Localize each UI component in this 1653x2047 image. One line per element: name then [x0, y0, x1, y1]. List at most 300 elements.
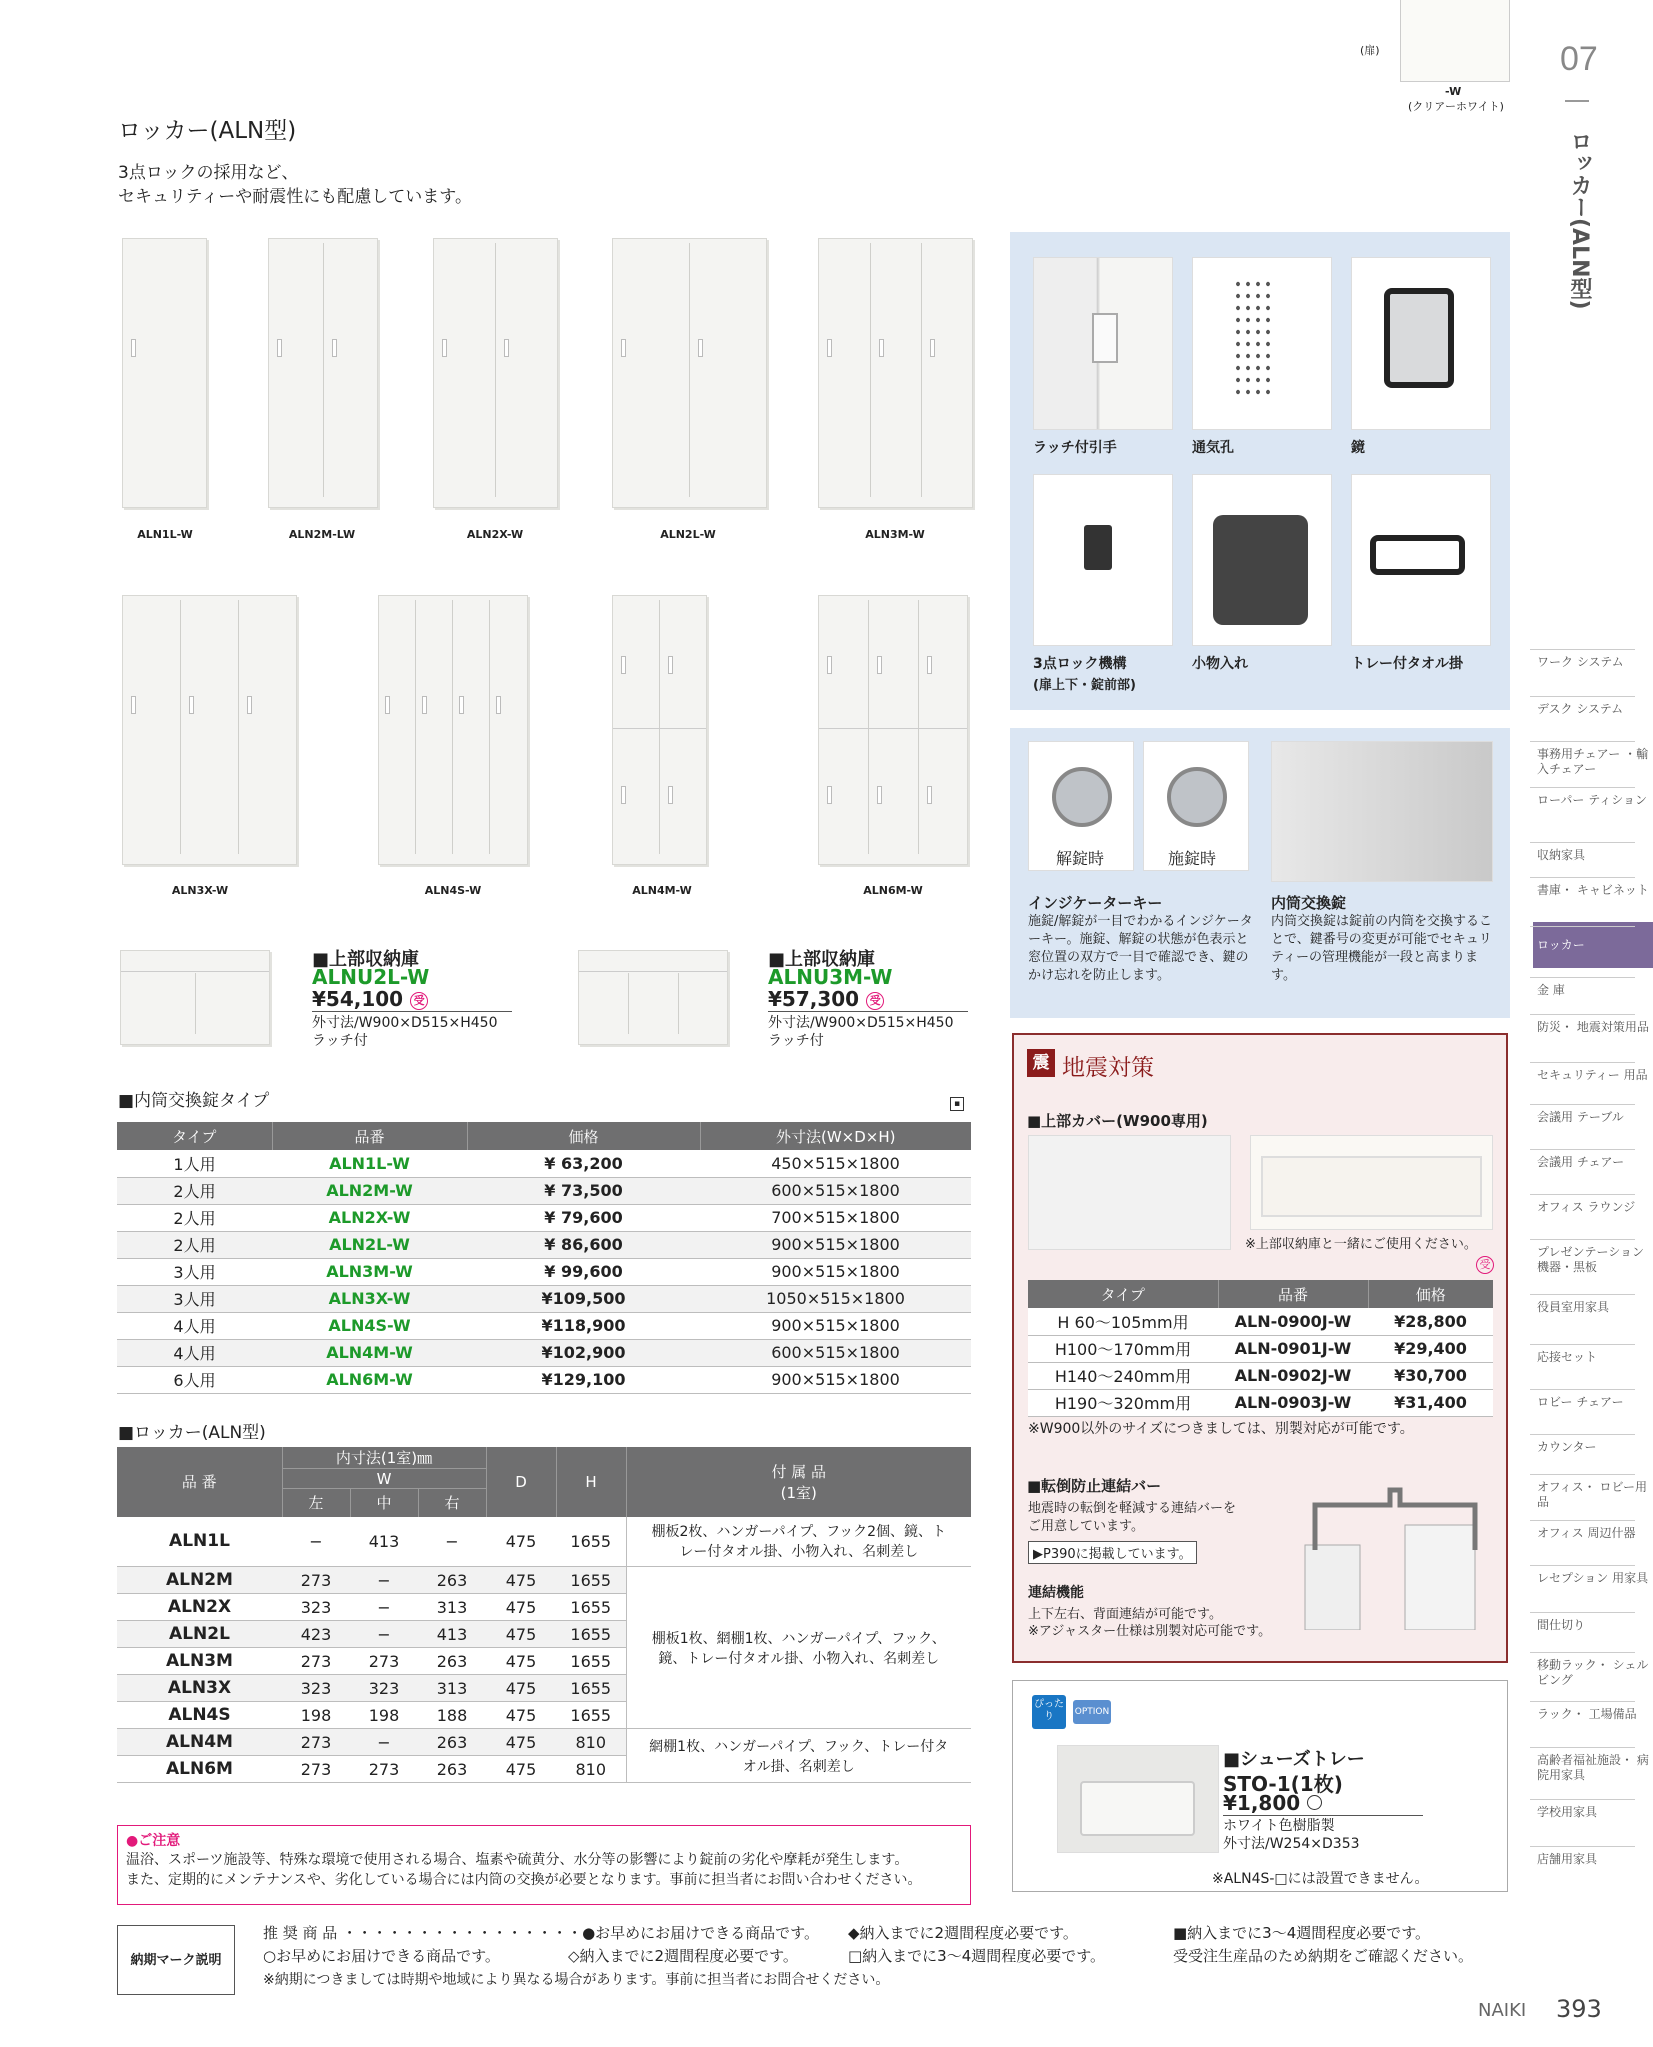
table-cell: 273	[282, 1567, 350, 1594]
table-cell: 1655	[556, 1621, 626, 1648]
table-cell: −	[350, 1729, 418, 1756]
table-row	[117, 1339, 971, 1366]
table-cell: 600×515×1800	[700, 1339, 971, 1366]
table-cell: ALN2X-W	[272, 1204, 467, 1231]
table-cell: ALN2L	[117, 1621, 282, 1648]
sidebar-item[interactable]: ワーク システム	[1537, 655, 1624, 669]
table-cell: 900×515×1800	[700, 1366, 971, 1393]
sidebar-divider	[1530, 877, 1635, 878]
sidebar-item[interactable]: 移動ラック・ シェルビング	[1537, 1658, 1649, 1687]
storage-price: ¥57,300	[768, 987, 860, 1011]
page-title: ロッカー(ALN型)	[118, 118, 297, 144]
intro-line-1: 3点ロックの採用など、	[118, 163, 299, 183]
sidebar-divider	[1530, 1149, 1635, 1150]
sidebar-divider	[1530, 1474, 1635, 1475]
storage-dims: 外寸法/W900×D515×H450	[768, 1015, 954, 1031]
sidebar-divider	[1530, 1434, 1635, 1435]
table-cell: ¥ 73,500	[467, 1177, 700, 1204]
table-cell: 198	[282, 1702, 350, 1729]
table-cell: 273	[282, 1729, 350, 1756]
sidebar-divider	[1530, 1294, 1635, 1295]
sidebar-divider	[1530, 1846, 1635, 1847]
table-cell: 323	[350, 1675, 418, 1702]
sidebar-divider	[1530, 696, 1635, 697]
table-cell: 1050×515×1800	[700, 1285, 971, 1312]
table-cell: 900×515×1800	[700, 1231, 971, 1258]
sidebar-item[interactable]: 金 庫	[1537, 983, 1565, 997]
table-cell: 900×515×1800	[700, 1258, 971, 1285]
sidebar-divider	[1530, 926, 1635, 927]
sidebar-item[interactable]: 収納家具	[1537, 848, 1586, 862]
sidebar-item[interactable]: 役員室用家具	[1537, 1300, 1610, 1314]
th-d: D	[486, 1447, 556, 1517]
table-cell: 600×515×1800	[700, 1177, 971, 1204]
table-cell: 313	[418, 1675, 486, 1702]
locker-caption: ALN3X-W	[171, 884, 229, 897]
table-cell: ALN2X	[117, 1594, 282, 1621]
table-cell: 3人用	[117, 1258, 272, 1285]
storage-label: ■上部収納庫	[312, 949, 420, 970]
sidebar-divider	[1530, 1389, 1635, 1390]
spec-table	[117, 1447, 971, 1783]
table-cell: 2人用	[117, 1177, 272, 1204]
table-cell: 323	[282, 1594, 350, 1621]
locker-caption: ALN1L-W	[137, 528, 193, 541]
locker-caption: ALN6M-W	[863, 884, 923, 897]
table-cell: 1655	[556, 1675, 626, 1702]
storage-price-row	[768, 987, 968, 1012]
table-row	[117, 1177, 971, 1204]
table-cell: 475	[486, 1621, 556, 1648]
unlock-label: 解錠時	[1056, 849, 1105, 868]
feature-label: 通気孔	[1192, 440, 1234, 456]
shoe-code: STO-1(1枚)	[1223, 1772, 1343, 1796]
table-cell: 263	[418, 1648, 486, 1675]
th-w: W	[282, 1469, 486, 1489]
delivery-row1-c: ■納入までに3〜4週間程度必要です。	[1173, 1924, 1431, 1942]
locker-caption: ALN4S-W	[424, 884, 482, 897]
sidebar-item[interactable]: カウンター	[1537, 1440, 1597, 1454]
sidebar-item[interactable]: 間仕切り	[1537, 1618, 1586, 1632]
delivery-row3: ※納期につきましては時期や地域により異なる場合があります。事前に担当者にお問合せください。	[263, 1972, 890, 1988]
table-cell: 1655	[556, 1567, 626, 1594]
table-cell: 198	[350, 1702, 418, 1729]
table-cell: ALN2M	[117, 1567, 282, 1594]
table-cell: 273	[350, 1756, 418, 1783]
chapter-rule	[1565, 100, 1589, 102]
caution-title: ●ご注意	[126, 1833, 181, 1849]
type-table-title: ■内筒交換錠タイプ	[118, 1091, 270, 1111]
table-cell: 263	[418, 1729, 486, 1756]
chapter-title: ロッカー(ALN型)	[1567, 130, 1592, 310]
sidebar-item[interactable]: 防災・ 地震対策用品	[1537, 1020, 1649, 1034]
th-cover-type: タイプ	[1028, 1280, 1218, 1308]
shoe-dims: 外寸法/W254×D353	[1223, 1836, 1360, 1852]
sidebar-item[interactable]: 会議用 チェアー	[1537, 1155, 1625, 1169]
sidebar-item[interactable]: 書庫・ キャビネット	[1537, 883, 1649, 897]
locker-aln3m	[818, 238, 973, 508]
table-row	[117, 1150, 971, 1177]
lock-label: 施錠時	[1168, 849, 1217, 868]
delivery-row2-c: □納入までに3〜4週間程度必要です。	[848, 1947, 1106, 1965]
swatch-name: (クリアーホワイト)	[1408, 100, 1504, 113]
table-cell: ALN4S-W	[272, 1312, 467, 1339]
storage-price-row	[312, 987, 512, 1012]
th-h: H	[556, 1447, 626, 1517]
table-cell: ¥30,700	[1368, 1362, 1493, 1389]
table-cell: ¥29,400	[1368, 1335, 1493, 1362]
table-cell: 475	[486, 1702, 556, 1729]
shoe-price: ¥1,800	[1223, 1791, 1301, 1815]
type-table-body	[117, 1150, 971, 1393]
sidebar-item[interactable]: ラック・ 工場備品	[1537, 1707, 1637, 1721]
table-cell: 1655	[556, 1517, 626, 1567]
chapter-number: 07	[1560, 40, 1598, 78]
table-cell: 475	[486, 1594, 556, 1621]
sidebar-item[interactable]: セキュリティー 用品	[1537, 1068, 1648, 1082]
link-body-1: 上下左右、背面連結が可能です。	[1028, 1607, 1222, 1622]
sidebar-divider	[1530, 741, 1635, 742]
storage-price: ¥54,100	[312, 987, 404, 1011]
table-cell: 273	[350, 1648, 418, 1675]
th-spec-code: 品 番	[117, 1447, 282, 1517]
storage-label: ■上部収納庫	[768, 949, 876, 970]
table-row	[117, 1231, 971, 1258]
table-cell: H140〜240mm用	[1028, 1362, 1218, 1389]
table-cell: 423	[282, 1621, 350, 1648]
table-cell: ALN1L	[117, 1517, 282, 1567]
table-cell: 188	[418, 1702, 486, 1729]
sidebar-divider	[1530, 1520, 1635, 1521]
sidebar-item[interactable]: レセプション 用家具	[1537, 1571, 1649, 1585]
table-cell: 323	[282, 1675, 350, 1702]
earthquake-title: 地震対策	[1062, 1055, 1154, 1081]
cover-table-body	[1028, 1308, 1493, 1416]
sidebar-divider	[1530, 1565, 1635, 1566]
feature-label: トレー付タオル掛	[1351, 656, 1463, 672]
brand: NAIKI	[1478, 2000, 1527, 2021]
sidebar-item[interactable]: 学校用家具	[1537, 1805, 1598, 1819]
table-cell: −	[350, 1594, 418, 1621]
table-cell: ALN4S	[117, 1702, 282, 1729]
table-cell: 475	[486, 1517, 556, 1567]
table-cell: 263	[418, 1567, 486, 1594]
page-number: 393	[1556, 1995, 1602, 2023]
small-box-photo	[1192, 474, 1332, 646]
table-cell: 810	[556, 1729, 626, 1756]
intro-line-2: セキュリティーや耐震性にも配慮しています。	[118, 187, 472, 207]
spec-table-body	[117, 1517, 971, 1783]
inner-body: 内筒交換錠は錠前の内筒を交換することで、鍵番号の変更が可能でセキュリティーの管理機能が一段と高まります。	[1271, 914, 1493, 983]
th-inner: 内寸法(1室)㎜	[282, 1447, 486, 1469]
table-cell: 700×515×1800	[700, 1204, 971, 1231]
locker-aln2x	[433, 238, 558, 508]
table-cell: ALN3M-W	[272, 1258, 467, 1285]
sidebar-divider	[1530, 1239, 1635, 1240]
table-row	[117, 1204, 971, 1231]
sidebar-item[interactable]: ロビー チェアー	[1537, 1395, 1624, 1409]
bar-reference-link[interactable]: ▶P390に掲載しています。	[1028, 1541, 1197, 1564]
sidebar-divider	[1530, 1194, 1635, 1195]
table-row	[117, 1366, 971, 1393]
table-cell: ¥ 99,600	[467, 1258, 700, 1285]
delivery-row2-b: ◇納入までに2週間程度必要です。	[568, 1947, 798, 1965]
towel-tray-photo	[1351, 474, 1491, 646]
sidebar-item[interactable]: ロッカー	[1533, 922, 1653, 968]
table-cell: −	[282, 1517, 350, 1567]
th-type: タイプ	[117, 1122, 272, 1150]
sidebar-divider	[1530, 1014, 1635, 1015]
lock-mechanism-photo	[1033, 474, 1173, 646]
sidebar-divider	[1530, 1104, 1635, 1105]
sidebar-divider	[1530, 1344, 1635, 1345]
feature-label: ラッチ付引手	[1033, 440, 1117, 456]
table-cell: ALN6M-W	[272, 1366, 467, 1393]
locker-caption: ALN2L-W	[660, 528, 716, 541]
th-code: 品番	[272, 1122, 467, 1150]
locker-aln6m	[818, 595, 968, 865]
table-cell: ¥109,500	[467, 1285, 700, 1312]
bar-body-1: 地震時の転倒を軽減する連結バーを	[1028, 1501, 1237, 1516]
table-cell: 413	[350, 1517, 418, 1567]
table-cell: ALN-0901J-W	[1218, 1335, 1368, 1362]
th-accessory	[626, 1447, 971, 1517]
table-cell: 4人用	[117, 1339, 272, 1366]
table-cell: 475	[486, 1567, 556, 1594]
th-cover-code: 品番	[1218, 1280, 1368, 1308]
delivery-row2-d: 受受注生産品のため納期をご確認ください。	[1173, 1947, 1474, 1965]
th-dims: 外寸法(W×D×H)	[700, 1122, 971, 1150]
storage-code: ALNU3M-W	[768, 965, 893, 989]
table-cell: ¥129,100	[467, 1366, 700, 1393]
table-cell: 1人用	[117, 1150, 272, 1177]
table-cell: 2人用	[117, 1231, 272, 1258]
shoe-title: ■シューズトレー	[1223, 1749, 1365, 1770]
cover-product-photo	[1250, 1135, 1493, 1230]
sidebar-divider	[1530, 1612, 1635, 1613]
accessory-cell: 棚板2枚、ハンガーパイプ、フック2個、鏡、トレー付タオル掛、小物入れ、名刺差し	[626, 1517, 971, 1567]
sidebar-item[interactable]: オフィス ラウンジ	[1537, 1200, 1636, 1214]
storage-aln2l-image	[120, 950, 270, 1045]
table-cell: ALN4M	[117, 1729, 282, 1756]
table-cell: 450×515×1800	[700, 1150, 971, 1177]
table-cell: ALN-0902J-W	[1218, 1362, 1368, 1389]
table-cell: 263	[418, 1756, 486, 1783]
th-left: 左	[282, 1489, 350, 1517]
shoe-material: ホワイト色樹脂製	[1223, 1818, 1335, 1834]
sidebar-divider	[1530, 1747, 1635, 1748]
shoe-price-row	[1223, 1791, 1423, 1816]
table-cell: 475	[486, 1675, 556, 1702]
cover-photo	[1028, 1135, 1231, 1250]
feature-label: 鏡	[1351, 440, 1365, 456]
sidebar-item[interactable]: 応接セット	[1537, 1350, 1598, 1364]
cover-title: ■上部カバー(W900専用)	[1027, 1112, 1208, 1130]
delivery-label: 納期マーク説明	[117, 1925, 235, 1995]
table-row	[117, 1285, 971, 1312]
sidebar-divider	[1530, 1652, 1635, 1653]
table-cell: ALN6M	[117, 1756, 282, 1783]
storage-note: ラッチ付	[312, 1033, 368, 1049]
delivery-row2-a: ○お早めにお届けできる商品です。	[263, 1947, 500, 1965]
sidebar-item[interactable]: 事務用チェアー ・輸入チェアー	[1537, 747, 1649, 776]
type-table	[117, 1122, 971, 1394]
locker-aln4s	[378, 595, 528, 865]
table-row	[117, 1517, 971, 1567]
sidebar-item[interactable]: ローパー ティション	[1537, 793, 1648, 807]
sidebar-divider	[1530, 649, 1635, 650]
table-cell: ALN-0903J-W	[1218, 1389, 1368, 1416]
storage-note: ラッチ付	[768, 1033, 824, 1049]
table-cell: 4人用	[117, 1312, 272, 1339]
storage-dims: 外寸法/W900×D515×H450	[312, 1015, 498, 1031]
sidebar-item[interactable]: 店舗用家具	[1537, 1852, 1598, 1866]
table-cell: 313	[418, 1594, 486, 1621]
link-body-2: ※アジャスター仕様は別製対応可能です。	[1028, 1624, 1272, 1639]
sidebar-item[interactable]: プレゼンテーション 機器・黒板	[1537, 1245, 1645, 1274]
locker-caption: ALN4M-W	[632, 884, 692, 897]
connecting-bar-illustration	[1285, 1480, 1500, 1630]
table-row	[117, 1312, 971, 1339]
table-cell: ALN3X-W	[272, 1285, 467, 1312]
cover-table-note: ※W900以外のサイズにつきましては、別製対応が可能です。	[1028, 1421, 1414, 1437]
table-cell: 413	[418, 1621, 486, 1648]
table-cell: ALN1L-W	[272, 1150, 467, 1177]
table-cell: H190〜320mm用	[1028, 1389, 1218, 1416]
table-row	[1028, 1362, 1493, 1389]
locker-aln4m	[612, 595, 707, 865]
locker-aln3x	[122, 595, 297, 865]
table-cell: ALN-0900J-W	[1218, 1308, 1368, 1335]
made-to-order-icon: 受	[1476, 1254, 1494, 1274]
sidebar-divider	[1530, 842, 1635, 843]
table-cell: 3人用	[117, 1285, 272, 1312]
caution-line-1: 温浴、スポーツ施設等、特殊な環境で使用される場合、塩素や硫黄分、水分等の影響により錠前の劣化や摩耗が発生します。	[126, 1852, 909, 1868]
swatch-code: -W	[1445, 85, 1462, 98]
table-cell: ALN2L-W	[272, 1231, 467, 1258]
table-cell: ALN4M-W	[272, 1339, 467, 1366]
locker-caption: ALN2M-LW	[288, 528, 356, 541]
feature-label: 小物入れ	[1192, 656, 1248, 672]
swatch-label: (扉)	[1360, 44, 1380, 57]
earthquake-icon: 震	[1027, 1049, 1055, 1077]
option-tag: OPTION	[1073, 1700, 1111, 1724]
table-cell: 475	[486, 1729, 556, 1756]
th-price: 価格	[467, 1122, 700, 1150]
table-row	[1028, 1308, 1493, 1335]
storage-code: ALNU2L-W	[312, 965, 430, 989]
mirror-photo	[1351, 257, 1491, 430]
table-cell: ALN2M-W	[272, 1177, 467, 1204]
color-swatch	[1400, 0, 1510, 82]
table-cell: ¥102,900	[467, 1339, 700, 1366]
table-cell: 6人用	[117, 1366, 272, 1393]
made-to-order-icon: 受	[866, 992, 884, 1010]
table-cell: ¥ 86,600	[467, 1231, 700, 1258]
table-cell: 2人用	[117, 1204, 272, 1231]
table-row	[117, 1729, 971, 1756]
sidebar-divider	[1530, 787, 1635, 788]
sidebar-divider	[1530, 977, 1635, 978]
th-mid: 中	[350, 1489, 418, 1517]
table-cell: 900×515×1800	[700, 1312, 971, 1339]
table-cell: ¥28,800	[1368, 1308, 1493, 1335]
table-cell: ALN3X	[117, 1675, 282, 1702]
made-to-order-icon: 受	[410, 992, 428, 1010]
table-row	[1028, 1335, 1493, 1362]
bar-title: ■転倒防止連結バー	[1027, 1477, 1162, 1495]
table-row	[1028, 1389, 1493, 1416]
caution-line-2: また、定期的にメンテナンスや、劣化している場合には内筒の交換が必要となります。事前に担当者にお問い合わせください。	[126, 1872, 922, 1888]
table-cell: ¥ 79,600	[467, 1204, 700, 1231]
indicator-body: 施錠/解錠が一目でわかるインジケーターキー。施錠、解錠の状態が色表示と窓位置の双方で一目で確認でき、鍵のかけ忘れを防止します。	[1028, 914, 1253, 983]
feature-sublabel: (扉上下・錠前部)	[1033, 678, 1136, 693]
locker-aln1l	[122, 238, 207, 508]
sidebar-item[interactable]: オフィス・ ロビー用品	[1537, 1480, 1648, 1509]
storage-aln3m-image	[578, 950, 728, 1045]
delivery-row1-a: 推 奨 商 品 ・・・・・・・・・・・・・・・・●お早めにお届けできる商品です。	[263, 1924, 819, 1942]
table-row	[117, 1258, 971, 1285]
sidebar-item[interactable]: 高齢者福祉施設・ 病院用家具	[1537, 1753, 1649, 1782]
table-cell: ¥118,900	[467, 1312, 700, 1339]
th-acc-line1: 付 属 品	[771, 1462, 827, 1481]
table-row	[117, 1567, 971, 1594]
cover-table	[1028, 1280, 1493, 1417]
sidebar-divider	[1530, 1062, 1635, 1063]
inner-cylinder-photo	[1271, 741, 1493, 882]
table-cell: 1655	[556, 1594, 626, 1621]
shoe-note: ※ALN4S-□には設置できません。	[1212, 1871, 1429, 1887]
table-cell: −	[418, 1517, 486, 1567]
locker-caption: ALN3M-W	[865, 528, 925, 541]
fit-tag: ぴったり	[1032, 1695, 1066, 1729]
feature-label: 3点ロック機構	[1033, 656, 1127, 672]
table-cell: ALN3M	[117, 1648, 282, 1675]
th-cover-price: 価格	[1368, 1280, 1493, 1308]
locker-aln2m	[268, 238, 378, 508]
table-cell: ¥ 63,200	[467, 1150, 700, 1177]
bar-reference-text: P390に掲載しています。	[1043, 1547, 1192, 1562]
sidebar-item[interactable]: 会議用 テーブル	[1537, 1110, 1624, 1124]
sidebar-item[interactable]: オフィス 周辺什器	[1537, 1526, 1636, 1540]
bar-body-2: ご用意しています。	[1028, 1519, 1144, 1534]
locker-caption: ALN2X-W	[466, 528, 524, 541]
accessory-cell: 網棚1枚、ハンガーパイプ、フック、トレー付タオル掛、名刺差し	[626, 1729, 971, 1783]
inner-title: 内筒交換錠	[1271, 894, 1347, 912]
th-acc-line2: (1室)	[780, 1483, 817, 1502]
cover-note: ※上部収納庫と一緒にご使用ください。	[1245, 1237, 1477, 1252]
indicator-title: インジケーターキー	[1028, 894, 1163, 912]
sidebar-item[interactable]: デスク システム	[1537, 702, 1624, 716]
table-cell: 273	[282, 1648, 350, 1675]
table-cell: H100〜170mm用	[1028, 1335, 1218, 1362]
table-cell: 475	[486, 1756, 556, 1783]
table-cell: 273	[282, 1756, 350, 1783]
spec-table-title: ■ロッカー(ALN型)	[118, 1423, 266, 1443]
table-cell: 810	[556, 1756, 626, 1783]
th-right: 右	[418, 1489, 486, 1517]
accessory-cell: 棚板1枚、網棚1枚、ハンガーパイプ、フック、鏡、トレー付タオル掛、小物入れ、名刺差し	[626, 1567, 971, 1729]
table-cell: 1655	[556, 1702, 626, 1729]
table-cell: −	[350, 1621, 418, 1648]
sidebar-divider	[1530, 1701, 1635, 1702]
delivery-row1-b: ◆納入までに2週間程度必要です。	[848, 1924, 1078, 1942]
table-cell: −	[350, 1567, 418, 1594]
locker-aln2l	[612, 238, 767, 508]
latch-handle-photo	[1033, 257, 1173, 430]
table-cell: 1655	[556, 1648, 626, 1675]
early-delivery-icon	[1307, 1795, 1322, 1810]
